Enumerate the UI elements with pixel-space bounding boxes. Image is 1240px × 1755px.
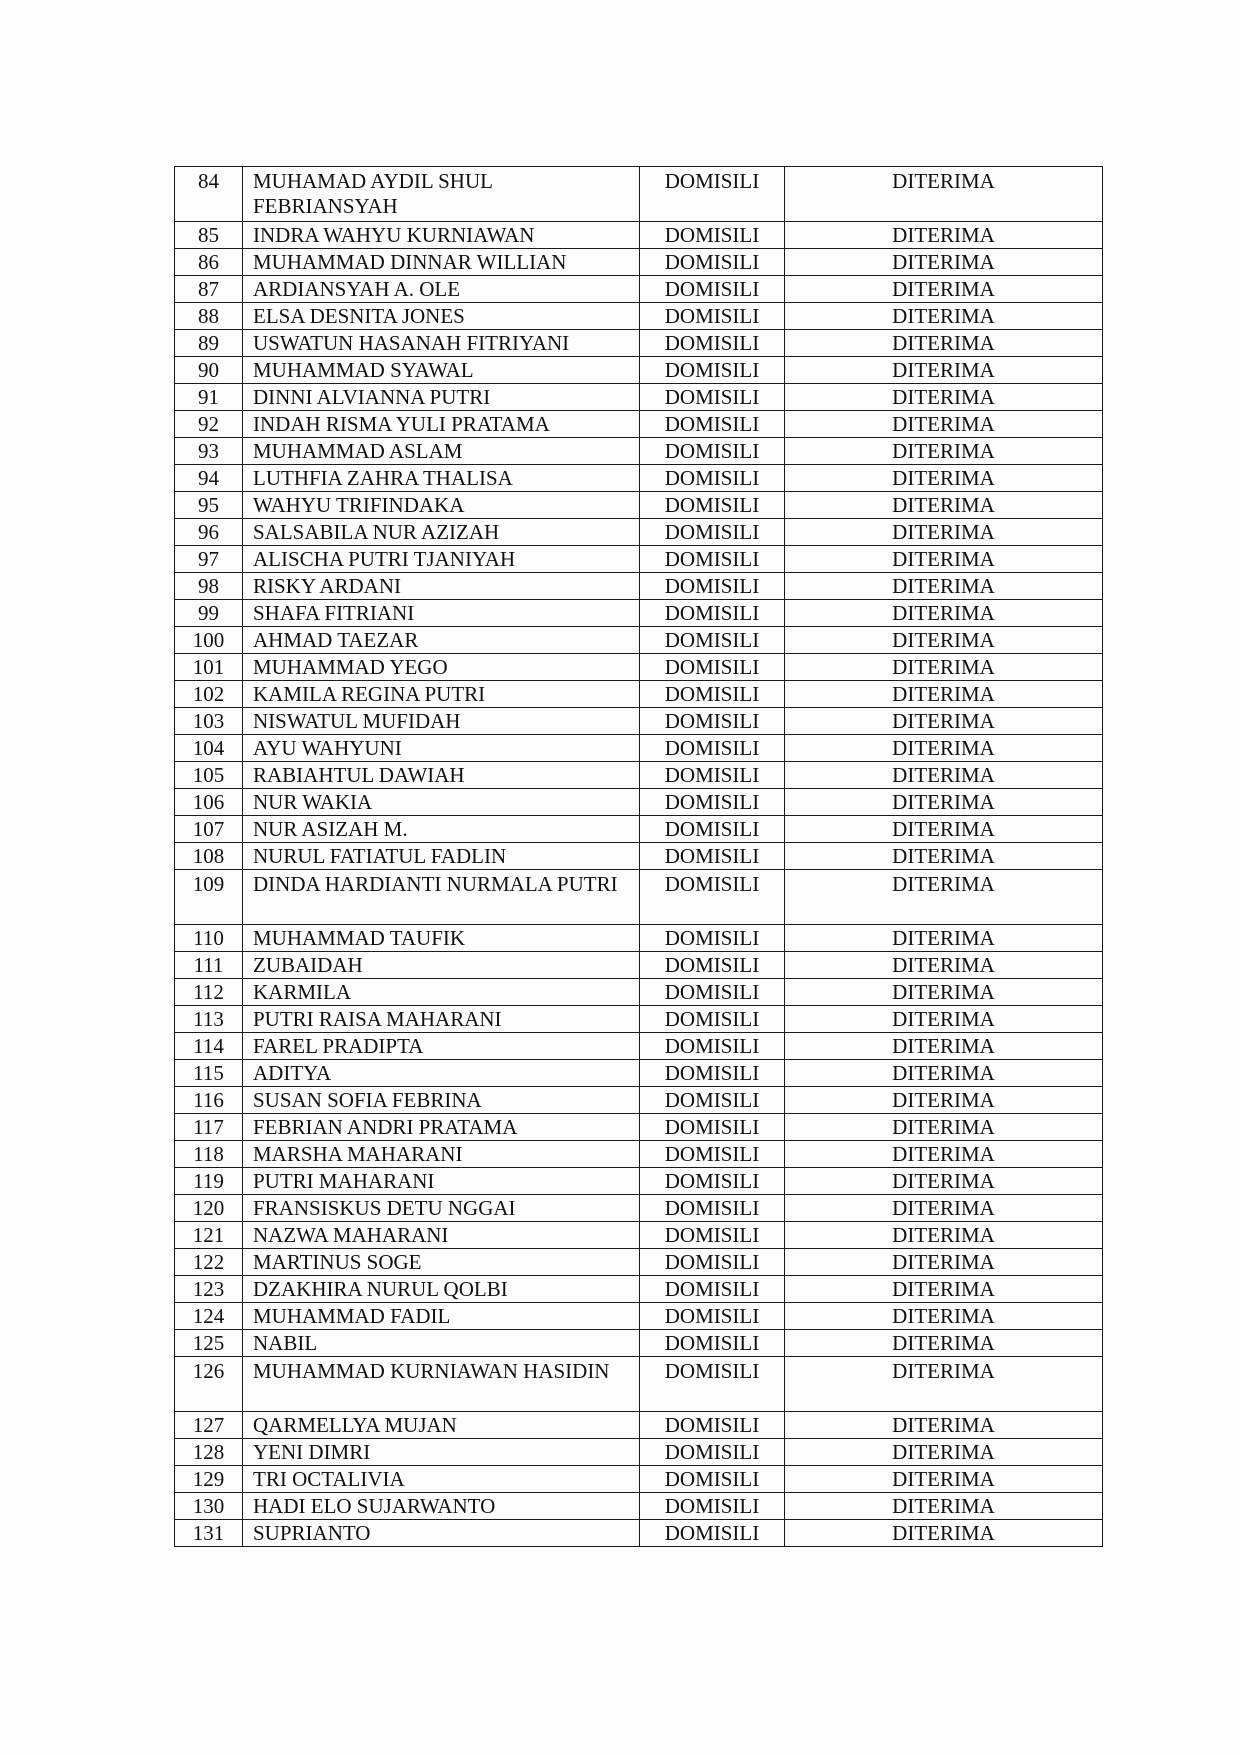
student-name-cell: RISKY ARDANI [243, 573, 640, 600]
registration-path-cell: DOMISILI [640, 167, 785, 222]
student-name-cell: NAZWA MAHARANI [243, 1222, 640, 1249]
registration-path-cell: DOMISILI [640, 1006, 785, 1033]
student-name-cell: ZUBAIDAH [243, 952, 640, 979]
student-name-cell: FAREL PRADIPTA [243, 1033, 640, 1060]
admission-status-cell: DITERIMA [785, 681, 1103, 708]
student-name-cell: SHAFA FITRIANI [243, 600, 640, 627]
student-name-cell: WAHYU TRIFINDAKA [243, 492, 640, 519]
admission-status-cell: DITERIMA [785, 330, 1103, 357]
admission-status-cell: DITERIMA [785, 1033, 1103, 1060]
registration-path-cell: DOMISILI [640, 708, 785, 735]
row-number-cell: 119 [175, 1168, 243, 1195]
admission-status-cell: DITERIMA [785, 1006, 1103, 1033]
student-name-cell: QARMELLYA MUJAN [243, 1412, 640, 1439]
table-row [175, 1087, 1103, 1114]
registration-path-cell: DOMISILI [640, 789, 785, 816]
admission-status-cell: DITERIMA [785, 519, 1103, 546]
registration-path-cell: DOMISILI [640, 1168, 785, 1195]
row-number-cell: 128 [175, 1439, 243, 1466]
row-number-cell: 88 [175, 303, 243, 330]
admission-status-cell: DITERIMA [785, 1276, 1103, 1303]
admission-status-cell: DITERIMA [785, 492, 1103, 519]
table-row [175, 1249, 1103, 1276]
student-name-cell: NUR ASIZAH M. [243, 816, 640, 843]
table-row [175, 925, 1103, 952]
student-name-cell: INDRA WAHYU KURNIAWAN [243, 222, 640, 249]
admission-status-cell: DITERIMA [785, 979, 1103, 1006]
row-number-cell: 94 [175, 465, 243, 492]
student-name-cell: MUHAMMAD FADIL [243, 1303, 640, 1330]
registration-path-cell: DOMISILI [640, 249, 785, 276]
row-number-cell: 105 [175, 762, 243, 789]
student-name-cell: MUHAMMAD TAUFIK [243, 925, 640, 952]
table-row [175, 1168, 1103, 1195]
registration-path-cell: DOMISILI [640, 1276, 785, 1303]
row-number-cell: 90 [175, 357, 243, 384]
row-number-cell: 113 [175, 1006, 243, 1033]
admission-status-cell: DITERIMA [785, 573, 1103, 600]
student-name-cell: PUTRI RAISA MAHARANI [243, 1006, 640, 1033]
table-row [175, 519, 1103, 546]
row-number-cell: 96 [175, 519, 243, 546]
row-number-cell: 125 [175, 1330, 243, 1357]
row-number-cell: 115 [175, 1060, 243, 1087]
row-number-cell: 111 [175, 952, 243, 979]
registration-path-cell: DOMISILI [640, 1249, 785, 1276]
student-name-cell: SALSABILA NUR AZIZAH [243, 519, 640, 546]
admission-status-cell: DITERIMA [785, 465, 1103, 492]
registration-path-cell: DOMISILI [640, 979, 785, 1006]
admission-status-cell: DITERIMA [785, 1357, 1103, 1412]
student-name-cell: ADITYA [243, 1060, 640, 1087]
registration-path-cell: DOMISILI [640, 519, 785, 546]
table-row [175, 1357, 1103, 1412]
table-row [175, 1222, 1103, 1249]
admission-status-cell: DITERIMA [785, 222, 1103, 249]
registration-path-cell: DOMISILI [640, 1330, 785, 1357]
student-name-cell: NABIL [243, 1330, 640, 1357]
row-number-cell: 114 [175, 1033, 243, 1060]
registration-path-cell: DOMISILI [640, 1222, 785, 1249]
table-row [175, 1033, 1103, 1060]
admission-status-cell: DITERIMA [785, 952, 1103, 979]
table-row [175, 1330, 1103, 1357]
row-number-cell: 101 [175, 654, 243, 681]
registration-path-cell: DOMISILI [640, 870, 785, 925]
admission-status-cell: DITERIMA [785, 357, 1103, 384]
table-row [175, 1493, 1103, 1520]
table-row [175, 789, 1103, 816]
student-name-cell: FRANSISKUS DETU NGGAI [243, 1195, 640, 1222]
student-name-cell: KARMILA [243, 979, 640, 1006]
row-number-cell: 92 [175, 411, 243, 438]
table-row [175, 654, 1103, 681]
table-row [175, 627, 1103, 654]
table-row [175, 816, 1103, 843]
table-row [175, 600, 1103, 627]
registration-path-cell: DOMISILI [640, 654, 785, 681]
table-row [175, 411, 1103, 438]
registration-path-cell: DOMISILI [640, 357, 785, 384]
table-row [175, 870, 1103, 925]
admission-status-cell: DITERIMA [785, 1439, 1103, 1466]
row-number-cell: 93 [175, 438, 243, 465]
admission-table-body [175, 167, 1103, 1547]
table-row [175, 762, 1103, 789]
student-name-cell: MUHAMMAD ASLAM [243, 438, 640, 465]
table-row [175, 167, 1103, 222]
table-row [175, 573, 1103, 600]
table-row [175, 546, 1103, 573]
registration-path-cell: DOMISILI [640, 816, 785, 843]
admission-status-cell: DITERIMA [785, 627, 1103, 654]
admission-status-cell: DITERIMA [785, 654, 1103, 681]
admission-status-cell: DITERIMA [785, 1141, 1103, 1168]
registration-path-cell: DOMISILI [640, 627, 785, 654]
registration-path-cell: DOMISILI [640, 1195, 785, 1222]
row-number-cell: 104 [175, 735, 243, 762]
row-number-cell: 95 [175, 492, 243, 519]
admission-status-cell: DITERIMA [785, 600, 1103, 627]
student-name-cell: LUTHFIA ZAHRA THALISA [243, 465, 640, 492]
admission-status-cell: DITERIMA [785, 925, 1103, 952]
table-row [175, 1060, 1103, 1087]
row-number-cell: 120 [175, 1195, 243, 1222]
student-name-cell: YENI DIMRI [243, 1439, 640, 1466]
row-number-cell: 100 [175, 627, 243, 654]
admission-status-cell: DITERIMA [785, 1412, 1103, 1439]
student-name-cell: DINNI ALVIANNA PUTRI [243, 384, 640, 411]
student-name-cell: ALISCHA PUTRI TJANIYAH [243, 546, 640, 573]
table-row [175, 303, 1103, 330]
table-row [175, 979, 1103, 1006]
row-number-cell: 116 [175, 1087, 243, 1114]
row-number-cell: 112 [175, 979, 243, 1006]
table-row [175, 1520, 1103, 1547]
registration-path-cell: DOMISILI [640, 222, 785, 249]
registration-path-cell: DOMISILI [640, 546, 785, 573]
admission-status-cell: DITERIMA [785, 1520, 1103, 1547]
registration-path-cell: DOMISILI [640, 1141, 785, 1168]
student-name-cell: NUR WAKIA [243, 789, 640, 816]
table-row [175, 1195, 1103, 1222]
admission-status-cell: DITERIMA [785, 789, 1103, 816]
table-row [175, 1276, 1103, 1303]
registration-path-cell: DOMISILI [640, 1087, 785, 1114]
table-row [175, 249, 1103, 276]
registration-path-cell: DOMISILI [640, 1439, 785, 1466]
table-row [175, 357, 1103, 384]
registration-path-cell: DOMISILI [640, 330, 785, 357]
admission-status-cell: DITERIMA [785, 1222, 1103, 1249]
table-row [175, 384, 1103, 411]
registration-path-cell: DOMISILI [640, 1357, 785, 1412]
student-name-cell: NURUL FATIATUL FADLIN [243, 843, 640, 870]
row-number-cell: 123 [175, 1276, 243, 1303]
registration-path-cell: DOMISILI [640, 843, 785, 870]
student-name-cell: MARSHA MAHARANI [243, 1141, 640, 1168]
registration-path-cell: DOMISILI [640, 681, 785, 708]
row-number-cell: 124 [175, 1303, 243, 1330]
registration-path-cell: DOMISILI [640, 492, 785, 519]
registration-path-cell: DOMISILI [640, 303, 785, 330]
admission-status-cell: DITERIMA [785, 167, 1103, 222]
admission-status-cell: DITERIMA [785, 438, 1103, 465]
admission-status-cell: DITERIMA [785, 1303, 1103, 1330]
table-row [175, 1412, 1103, 1439]
table-row [175, 1141, 1103, 1168]
row-number-cell: 130 [175, 1493, 243, 1520]
table-row [175, 952, 1103, 979]
row-number-cell: 84 [175, 167, 243, 222]
admission-status-cell: DITERIMA [785, 384, 1103, 411]
row-number-cell: 87 [175, 276, 243, 303]
registration-path-cell: DOMISILI [640, 1114, 785, 1141]
row-number-cell: 103 [175, 708, 243, 735]
student-name-cell: PUTRI MAHARANI [243, 1168, 640, 1195]
registration-path-cell: DOMISILI [640, 465, 785, 492]
row-number-cell: 91 [175, 384, 243, 411]
admission-status-cell: DITERIMA [785, 843, 1103, 870]
student-name-cell: MUHAMMAD SYAWAL [243, 357, 640, 384]
table-row [175, 1439, 1103, 1466]
row-number-cell: 121 [175, 1222, 243, 1249]
student-name-cell: AHMAD TAEZAR [243, 627, 640, 654]
row-number-cell: 118 [175, 1141, 243, 1168]
registration-path-cell: DOMISILI [640, 735, 785, 762]
registration-path-cell: DOMISILI [640, 1303, 785, 1330]
registration-path-cell: DOMISILI [640, 952, 785, 979]
admission-status-cell: DITERIMA [785, 1249, 1103, 1276]
table-row [175, 843, 1103, 870]
admission-status-cell: DITERIMA [785, 1114, 1103, 1141]
admission-status-cell: DITERIMA [785, 1330, 1103, 1357]
admission-status-cell: DITERIMA [785, 1466, 1103, 1493]
registration-path-cell: DOMISILI [640, 276, 785, 303]
student-name-cell: MUHAMMAD KURNIAWAN HASIDIN [243, 1357, 640, 1412]
student-name-cell: DINDA HARDIANTI NURMALA PUTRI [243, 870, 640, 925]
student-name-cell: DZAKHIRA NURUL QOLBI [243, 1276, 640, 1303]
table-row [175, 708, 1103, 735]
admission-status-cell: DITERIMA [785, 411, 1103, 438]
table-row [175, 1303, 1103, 1330]
row-number-cell: 126 [175, 1357, 243, 1412]
table-row [175, 222, 1103, 249]
student-name-cell: RABIAHTUL DAWIAH [243, 762, 640, 789]
table-row [175, 438, 1103, 465]
registration-path-cell: DOMISILI [640, 411, 785, 438]
table-row [175, 735, 1103, 762]
admission-status-cell: DITERIMA [785, 708, 1103, 735]
row-number-cell: 129 [175, 1466, 243, 1493]
row-number-cell: 110 [175, 925, 243, 952]
table-row [175, 1006, 1103, 1033]
row-number-cell: 89 [175, 330, 243, 357]
table-row [175, 1114, 1103, 1141]
admission-table [174, 166, 1103, 1547]
student-name-cell: HADI ELO SUJARWANTO [243, 1493, 640, 1520]
row-number-cell: 98 [175, 573, 243, 600]
registration-path-cell: DOMISILI [640, 925, 785, 952]
registration-path-cell: DOMISILI [640, 384, 785, 411]
row-number-cell: 99 [175, 600, 243, 627]
registration-path-cell: DOMISILI [640, 1520, 785, 1547]
admission-status-cell: DITERIMA [785, 870, 1103, 925]
student-name-cell: FEBRIAN ANDRI PRATAMA [243, 1114, 640, 1141]
row-number-cell: 106 [175, 789, 243, 816]
student-name-cell: NISWATUL MUFIDAH [243, 708, 640, 735]
student-name-cell: MARTINUS SOGE [243, 1249, 640, 1276]
row-number-cell: 108 [175, 843, 243, 870]
admission-status-cell: DITERIMA [785, 735, 1103, 762]
row-number-cell: 97 [175, 546, 243, 573]
row-number-cell: 117 [175, 1114, 243, 1141]
admission-status-cell: DITERIMA [785, 762, 1103, 789]
table-row [175, 492, 1103, 519]
admission-status-cell: DITERIMA [785, 276, 1103, 303]
student-name-cell: MUHAMMAD DINNAR WILLIAN [243, 249, 640, 276]
table-row [175, 1466, 1103, 1493]
admission-status-cell: DITERIMA [785, 303, 1103, 330]
student-name-cell: MUHAMAD AYDIL SHUL FEBRIANSYAH [243, 167, 640, 222]
student-name-cell: MUHAMMAD YEGO [243, 654, 640, 681]
admission-status-cell: DITERIMA [785, 1195, 1103, 1222]
student-name-cell: TRI OCTALIVIA [243, 1466, 640, 1493]
row-number-cell: 86 [175, 249, 243, 276]
registration-path-cell: DOMISILI [640, 1060, 785, 1087]
table-row [175, 276, 1103, 303]
row-number-cell: 85 [175, 222, 243, 249]
student-name-cell: ELSA DESNITA JONES [243, 303, 640, 330]
table-row [175, 330, 1103, 357]
row-number-cell: 109 [175, 870, 243, 925]
registration-path-cell: DOMISILI [640, 1493, 785, 1520]
admission-status-cell: DITERIMA [785, 546, 1103, 573]
admission-status-cell: DITERIMA [785, 1087, 1103, 1114]
admission-status-cell: DITERIMA [785, 249, 1103, 276]
registration-path-cell: DOMISILI [640, 573, 785, 600]
registration-path-cell: DOMISILI [640, 600, 785, 627]
registration-path-cell: DOMISILI [640, 1033, 785, 1060]
student-name-cell: KAMILA REGINA PUTRI [243, 681, 640, 708]
registration-path-cell: DOMISILI [640, 1466, 785, 1493]
registration-path-cell: DOMISILI [640, 762, 785, 789]
admission-status-cell: DITERIMA [785, 1060, 1103, 1087]
registration-path-cell: DOMISILI [640, 438, 785, 465]
student-name-cell: USWATUN HASANAH FITRIYANI [243, 330, 640, 357]
row-number-cell: 102 [175, 681, 243, 708]
student-name-cell: AYU WAHYUNI [243, 735, 640, 762]
registration-path-cell: DOMISILI [640, 1412, 785, 1439]
student-name-cell: SUSAN SOFIA FEBRINA [243, 1087, 640, 1114]
row-number-cell: 127 [175, 1412, 243, 1439]
row-number-cell: 107 [175, 816, 243, 843]
table-row [175, 681, 1103, 708]
row-number-cell: 122 [175, 1249, 243, 1276]
row-number-cell: 131 [175, 1520, 243, 1547]
admission-status-cell: DITERIMA [785, 1493, 1103, 1520]
student-name-cell: INDAH RISMA YULI PRATAMA [243, 411, 640, 438]
admission-status-cell: DITERIMA [785, 1168, 1103, 1195]
student-name-cell: ARDIANSYAH A. OLE [243, 276, 640, 303]
admission-status-cell: DITERIMA [785, 816, 1103, 843]
student-name-cell: SUPRIANTO [243, 1520, 640, 1547]
table-row [175, 465, 1103, 492]
